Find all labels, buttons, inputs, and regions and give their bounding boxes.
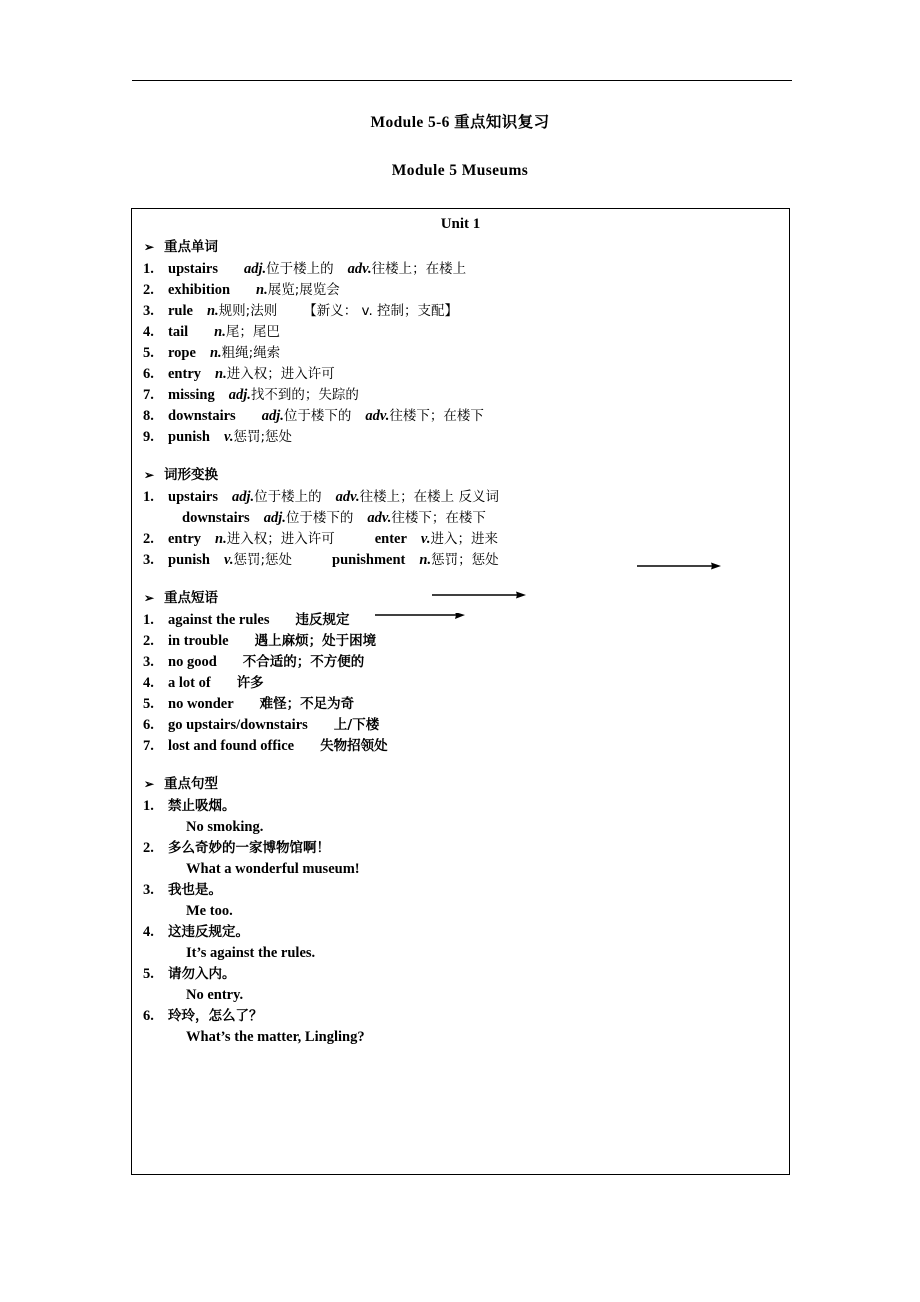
phrase-row: 3. no good 不合适的；不方便的 [143, 654, 365, 670]
bullet-icon: ➢ [144, 777, 155, 791]
section-heading-sentences: ➢ 重点句型 [142, 774, 779, 795]
sentence-row-cn: 4. 这违反规定。 [143, 924, 249, 940]
sentence-row-cn: 6. 玲玲，怎么了？ [143, 1008, 263, 1024]
sentence-row-cn: 2. 多么奇妙的一家博物馆啊！ [143, 840, 330, 856]
phrase-row: 5. no wonder 难怪；不足为奇 [143, 696, 355, 712]
word-form-row: downstairs adj.位于楼下的 adv.往楼下；在楼下 [182, 510, 486, 526]
sentence-row-en: No entry. [186, 987, 244, 1003]
bullet-icon: ➢ [144, 240, 155, 254]
word-row: 2. exhibition n.展览;展览会 [143, 282, 340, 298]
module-subtitle: Module 5 Museums [391, 162, 529, 179]
page-title: Module 5-6 重点知识复习 [370, 114, 550, 131]
sentence-row-en: It’s against the rules. [186, 945, 316, 961]
section-word-forms [142, 465, 779, 571]
bullet-icon: ➢ [144, 591, 155, 605]
word-row: 6. entry n.进入权；进入许可 [143, 366, 335, 382]
word-row: 7. missing adj.找不到的；失踪的 [143, 387, 359, 403]
arrow-derivation-enter-icon [432, 590, 526, 600]
word-row: 4. tail n.尾；尾巴 [143, 324, 280, 340]
phrase-row: 7. lost and found office 失物招领处 [143, 738, 388, 754]
section-key-words [142, 237, 779, 448]
sentence-row-en: No smoking. [186, 819, 264, 835]
section-heading-word-forms: ➢ 词形变换 [142, 465, 779, 486]
word-form-row: 2. entry n.进入权；进入许可 enter v.进入；进来 [143, 531, 498, 547]
word-form-row: 3. punish v.惩罚;惩处 punishment n.惩罚；惩处 [143, 552, 499, 568]
arrow-derivation-punishment-icon [375, 613, 465, 623]
sentence-row-en: Me too. [186, 903, 233, 919]
sentence-row-cn: 3. 我也是。 [143, 882, 222, 898]
phrase-row: 4. a lot of 许多 [143, 675, 264, 691]
word-row: 1. upstairs adj.位于楼上的 adv.往楼上；在楼上 [143, 261, 467, 277]
word-row: 5. rope n.粗绳;绳索 [143, 345, 281, 361]
bullet-icon: ➢ [144, 468, 155, 482]
section-heading-phrases: ➢ 重点短语 [142, 588, 779, 609]
word-row: 8. downstairs adj.位于楼下的 adv.往楼下；在楼下 [143, 408, 484, 424]
sentence-row-en: What a wonderful museum! [186, 861, 360, 877]
sentence-row-en: What’s the matter, Lingling? [186, 1029, 365, 1045]
arrow-antonym-icon [637, 561, 721, 571]
sentence-row-cn: 1. 禁止吸烟。 [143, 798, 236, 814]
word-form-row: 1. upstairs adj.位于楼上的 adv.往楼上；在楼上 反义词 [143, 489, 499, 505]
content-box [131, 208, 790, 1175]
word-row: 3. rule n.规则;法则 【新义： v. 控制；支配】 [143, 303, 459, 319]
sentence-row-cn: 5. 请勿入内。 [143, 966, 236, 982]
phrase-row: 6. go upstairs/downstairs 上/下楼 [143, 717, 380, 733]
section-heading-words: ➢ 重点单词 [142, 237, 779, 258]
word-row: 9. punish v.惩罚;惩处 [143, 429, 293, 445]
phrase-row: 1. against the rules 违反规定 [143, 612, 350, 628]
phrase-row: 2. in trouble 遇上麻烦；处于困境 [143, 633, 377, 649]
unit-heading: Unit 1 [440, 216, 481, 232]
section-key-sentences [142, 774, 779, 1048]
header-divider [132, 80, 792, 81]
